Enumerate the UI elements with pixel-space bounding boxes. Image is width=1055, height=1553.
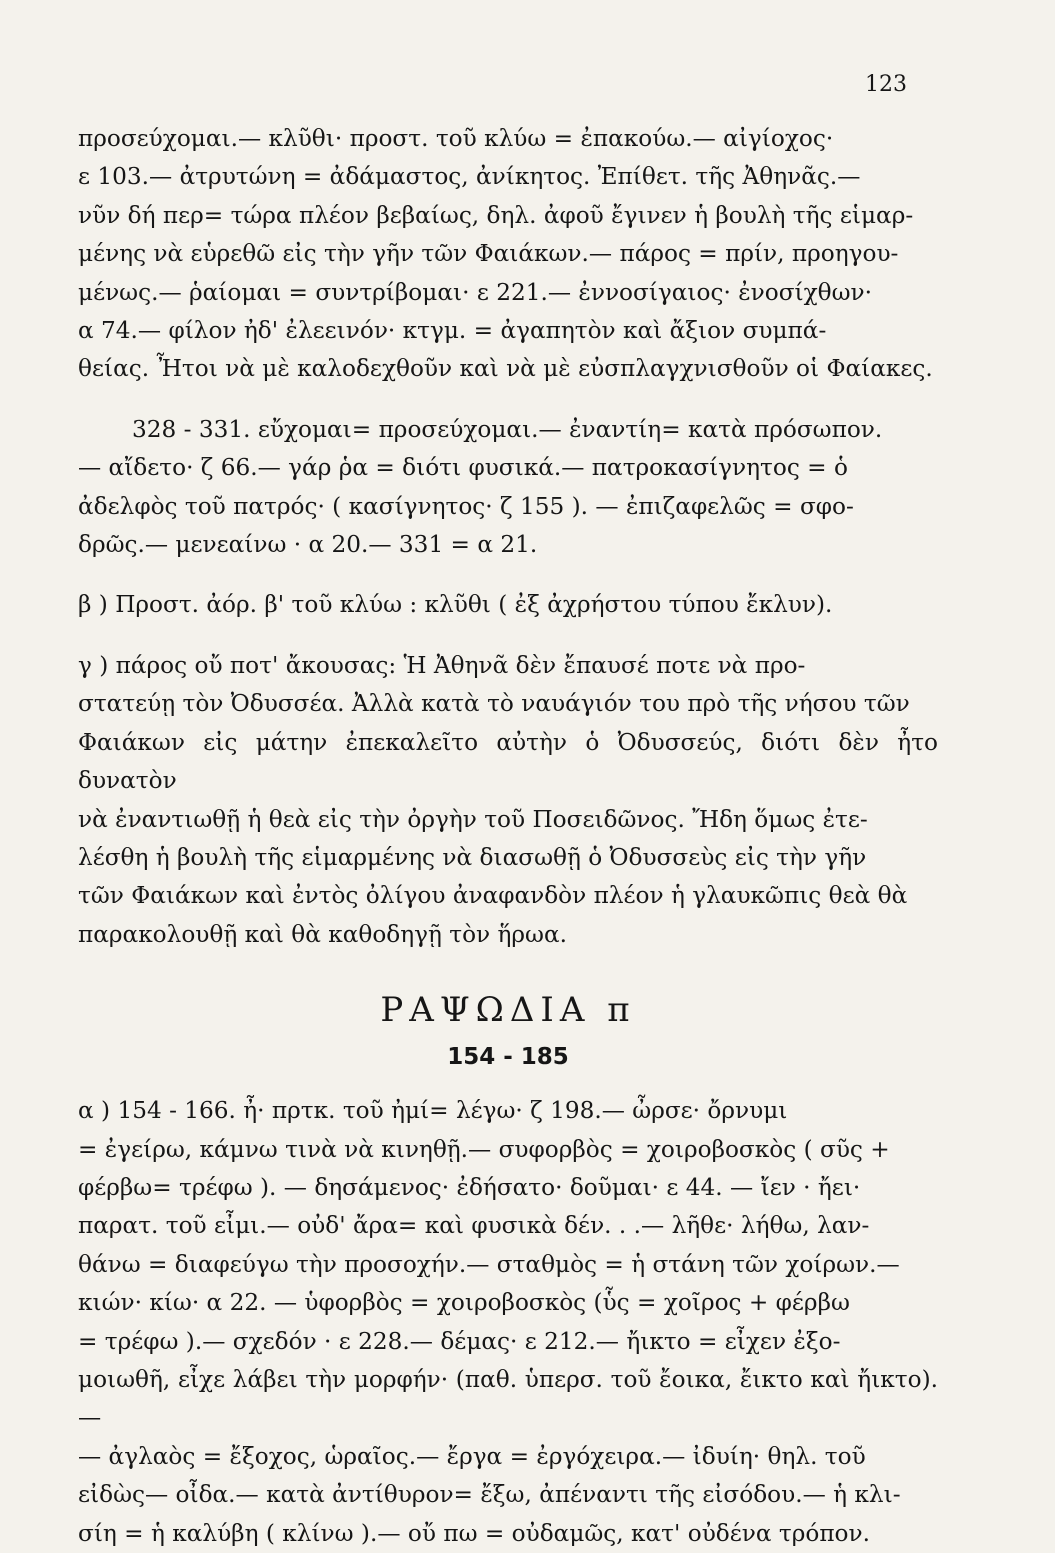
commentary-paragraph-5: [78, 1092, 938, 1553]
text-line: μοιωθῆ, εἶχε λάβει τὴν μορφήν· (παθ. ὑπερσ. τοῦ ἔοικα, ἔικτο καὶ ἤικτο).—: [78, 1365, 938, 1432]
text-line: Φαιάκων εἰς μάτην ἐπεκαλεῖτο αὐτὴν ὁ Ὀδυσσεύς, διότι δὲν ἦτο δυνατὸν: [78, 728, 938, 795]
text-line: λέσθη ἡ βουλὴ τῆς εἱμαρμένης νὰ διασωθῇ ὁ Ὀδυσσεὺς εἰς τὴν γῆν: [78, 843, 867, 871]
text-line: β ) Προστ. ἀόρ. β' τοῦ κλύω : κλῦθι ( ἐξ ἀχρήστου τύπου ἔκλυν).: [78, 591, 833, 619]
text-line: παρακολουθῇ καὶ θὰ καθοδηγῇ τὸν ἥρωα.: [78, 920, 567, 948]
text-line: παρατ. τοῦ εἶμι.— οὐδ' ἄρα= καὶ φυσικὰ δέν. . .— λῆθε· λήθω, λαν-: [78, 1212, 870, 1240]
text-line: φέρβω= τρέφω ). — δησάμενος· ἐδήσατο· δοῦμαι· ε 44. — ἴεν · ἤει·: [78, 1173, 861, 1201]
text-line: εἰδὼς— οἶδα.— κατὰ ἀντίθυρον= ἔξω, ἀπέναντι τῆς εἰσόδου.— ἡ κλι-: [78, 1481, 901, 1509]
text-line: σίη = ἡ καλύβη ( κλίνω ).— οὔ πω = οὐδαμῶς, κατ' οὐδένα τρόπον.: [78, 1519, 870, 1547]
text-line: ε 103.— ἀτρυτώνη = ἀδάμαστος, ἀνίκητος. Ἐπίθετ. τῆς Ἀθηνᾶς.—: [78, 163, 861, 191]
text-line: γ ) πάρος οὔ ποτ' ἄκουσας: Ἡ Ἀθηνᾶ δὲν ἔπαυσέ ποτε νὰ προ-: [78, 651, 806, 679]
commentary-paragraph-4: [78, 647, 938, 954]
commentary-paragraph-1: [78, 120, 938, 389]
text-line: θείας. Ἦτοι νὰ μὲ καλοδεχθοῦν καὶ νὰ μὲ εὐσπλαγχνισθοῦν οἱ Φαίακες.: [78, 355, 933, 383]
text-line: ἀδελφὸς τοῦ πατρός· ( κασίγνητος· ζ 155 ). — ἐπιζαφελῶς = σφο-: [78, 492, 854, 520]
section-heading: ΡΑΨΩΔΙΑ π: [380, 990, 636, 1031]
text-line: δρῶς.— μενεαίνω · α 20.— 331 = α 21.: [78, 531, 538, 559]
text-line: α ) 154 - 166. ἦ· πρτκ. τοῦ ἠμί= λέγω· ζ 198.— ὦρσε· ὄρνυμι: [78, 1097, 788, 1125]
commentary-paragraph-2: [78, 411, 938, 565]
page-content: [78, 120, 938, 1553]
commentary-paragraph-3: [78, 586, 938, 624]
text-line: νὰ ἐναντιωθῇ ἡ θεὰ εἰς τὴν ὀργὴν τοῦ Ποσειδῶνος. Ἤδη ὅμως ἐτε-: [78, 805, 868, 833]
text-line: μένης νὰ εὑρεθῶ εἰς τὴν γῆν τῶν Φαιάκων.— πάρος = πρίν, προηγου-: [78, 240, 899, 268]
text-line: νῦν δή περ= τώρα πλέον βεβαίως, δηλ. ἀφοῦ ἔγινεν ἡ βουλὴ τῆς εἱμαρ-: [78, 201, 914, 229]
text-line: = τρέφω ).— σχεδόν · ε 228.— δέμας· ε 212.— ἤικτο = εἶχεν ἐξο-: [78, 1327, 841, 1355]
text-line: α 74.— φίλον ἠδ' ἐλεεινόν· κτγμ. = ἀγαπητὸν καὶ ἄξιον συμπά-: [78, 317, 827, 345]
text-line: μένως.— ῥαίομαι = συντρίβομαι· ε 221.— ἐννοσίγαιος· ἐνοσίχθων·: [78, 278, 873, 306]
text-line: 328 - 331. εὔχομαι= προσεύχομαι.— ἐναντίη= κατὰ πρόσωπον.: [132, 415, 883, 443]
text-line: στατεύῃ τὸν Ὀδυσσέα. Ἀλλὰ κατὰ τὸ ναυάγιόν του πρὸ τῆς νήσου τῶν: [78, 690, 910, 718]
text-line: προσεύχομαι.— κλῦθι· προστ. τοῦ κλύω = ἐπακούω.— αἰγίοχος·: [78, 125, 834, 152]
text-line: κιών· κίω· α 22. — ὑφορβὸς = χοιροβοσκὸς (ὗς = χοῖρος + φέρβω: [78, 1289, 850, 1317]
text-line: τῶν Φαιάκων καὶ ἐντὸς ὀλίγου ἀναφανδὸν πλέον ἡ γλαυκῶπις θεὰ θὰ: [78, 882, 908, 910]
text-line: = ἐγείρω, κάμνω τινὰ νὰ κινηθῇ.— συφορβὸς = χοιροβοσκὸς ( σῦς +: [78, 1135, 890, 1163]
text-line: θάνω = διαφεύγω τὴν προσοχήν.— σταθμὸς = ἡ στάνη τῶν χοίρων.—: [78, 1250, 900, 1278]
section-subheading: 154 - 185: [447, 1044, 569, 1071]
text-line: — ἀγλαὸς = ἔξοχος, ὡραῖος.— ἔργα = ἐργόχειρα.— ἰδυίη· θηλ. τοῦ: [78, 1442, 866, 1470]
text-line: — αἴδετο· ζ 66.— γάρ ῥα = διότι φυσικά.— πατροκασίγνητος = ὁ: [78, 454, 848, 482]
page-number: 123: [865, 72, 907, 97]
